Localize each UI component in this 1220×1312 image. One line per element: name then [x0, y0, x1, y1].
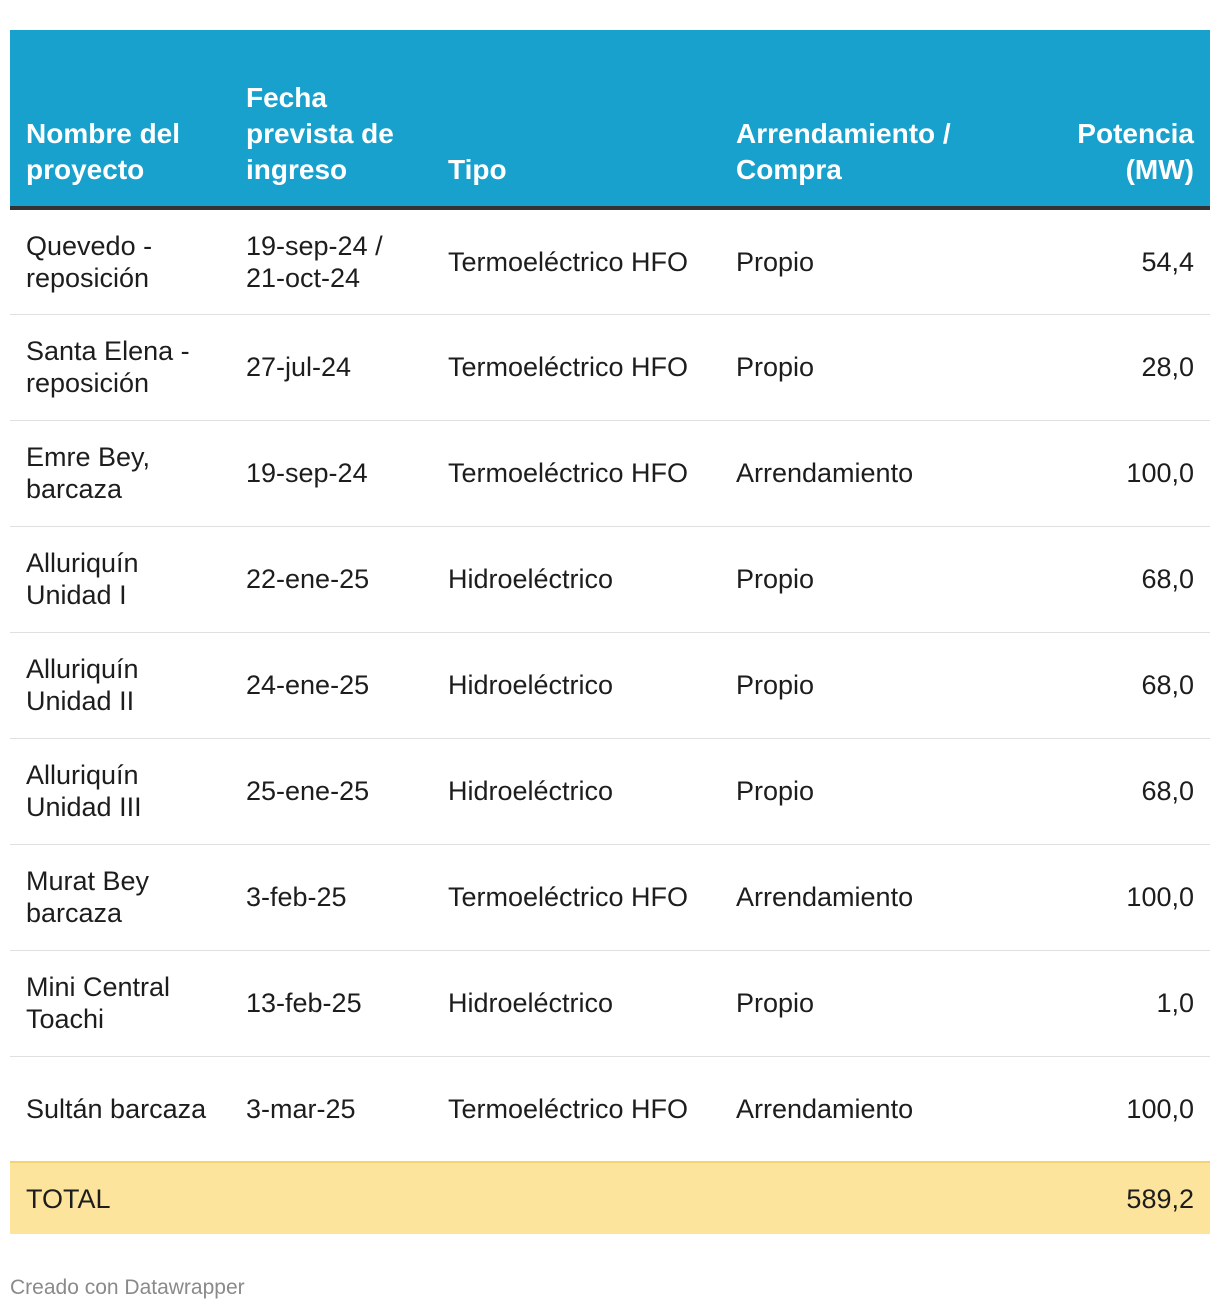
cell-fecha: 25-ene-25	[230, 738, 432, 844]
cell-fecha: 19-sep-24 / 21-oct-24	[230, 208, 432, 314]
cell-tipo: Termoeléctrico HFO	[432, 844, 720, 950]
cell-nombre: Santa Elena - reposición	[10, 314, 230, 420]
cell-nombre: Alluriquín Unidad I	[10, 526, 230, 632]
cell-tipo: Termoeléctrico HFO	[432, 208, 720, 314]
cell-fecha: 13-feb-25	[230, 950, 432, 1056]
table-header	[10, 30, 1210, 208]
cell-arrendamiento: Propio	[720, 632, 1020, 738]
cell-arrendamiento: Arrendamiento	[720, 420, 1020, 526]
cell-nombre: Quevedo - reposición	[10, 208, 230, 314]
cell-tipo: Hidroeléctrico	[432, 526, 720, 632]
table-row	[10, 420, 1210, 526]
header-tipo[interactable]: Tipo	[432, 30, 720, 208]
cell-tipo: Hidroeléctrico	[432, 950, 720, 1056]
header-fecha-prevista-de-ingreso[interactable]: Fecha prevista de ingreso	[230, 30, 432, 208]
cell-arrendamiento: Arrendamiento	[720, 844, 1020, 950]
cell-fecha: 24-ene-25	[230, 632, 432, 738]
data-table	[10, 30, 1210, 1234]
cell-nombre: Emre Bey, barcaza	[10, 420, 230, 526]
cell-fecha: 27-jul-24	[230, 314, 432, 420]
cell-potencia: 68,0	[1020, 632, 1210, 738]
cell-tipo: Hidroeléctrico	[432, 738, 720, 844]
cell-tipo: Termoeléctrico HFO	[432, 420, 720, 526]
table-row	[10, 208, 1210, 314]
cell-arrendamiento: Propio	[720, 950, 1020, 1056]
datawrapper-credit: Creado con Datawrapper	[10, 1276, 245, 1299]
cell-tipo: Termoeléctrico HFO	[432, 1056, 720, 1162]
cell-potencia: 68,0	[1020, 526, 1210, 632]
data-table-container	[10, 30, 1210, 1234]
cell-potencia: 54,4	[1020, 208, 1210, 314]
table-row	[10, 738, 1210, 844]
total-row	[10, 1162, 1210, 1234]
total-empty-cell	[230, 1162, 432, 1234]
cell-nombre: Murat Bey barcaza	[10, 844, 230, 950]
table-row	[10, 844, 1210, 950]
cell-arrendamiento: Propio	[720, 208, 1020, 314]
cell-nombre: Alluriquín Unidad III	[10, 738, 230, 844]
cell-fecha: 3-mar-25	[230, 1056, 432, 1162]
cell-potencia: 100,0	[1020, 1056, 1210, 1162]
table-row	[10, 1056, 1210, 1162]
cell-potencia: 100,0	[1020, 844, 1210, 950]
cell-potencia: 1,0	[1020, 950, 1210, 1056]
cell-tipo: Hidroeléctrico	[432, 632, 720, 738]
cell-arrendamiento: Propio	[720, 526, 1020, 632]
cell-potencia: 68,0	[1020, 738, 1210, 844]
cell-nombre: Mini Central Toachi	[10, 950, 230, 1056]
table-body	[10, 208, 1210, 1234]
total-empty-cell	[720, 1162, 1020, 1234]
cell-nombre: Alluriquín Unidad II	[10, 632, 230, 738]
total-value: 589,2	[1020, 1162, 1210, 1234]
total-empty-cell	[432, 1162, 720, 1234]
cell-arrendamiento: Arrendamiento	[720, 1056, 1020, 1162]
cell-arrendamiento: Propio	[720, 314, 1020, 420]
cell-fecha: 22-ene-25	[230, 526, 432, 632]
header-row	[10, 30, 1210, 208]
table-row	[10, 950, 1210, 1056]
table-row	[10, 314, 1210, 420]
table-row	[10, 526, 1210, 632]
cell-arrendamiento: Propio	[720, 738, 1020, 844]
cell-fecha: 19-sep-24	[230, 420, 432, 526]
total-label: TOTAL	[10, 1162, 230, 1234]
header-arrendamiento-compra[interactable]: Arrendamiento / Compra	[720, 30, 1020, 208]
cell-nombre: Sultán barcaza	[10, 1056, 230, 1162]
header-nombre-del-proyecto[interactable]: Nombre del proyecto	[10, 30, 230, 208]
cell-potencia: 100,0	[1020, 420, 1210, 526]
cell-tipo: Termoeléctrico HFO	[432, 314, 720, 420]
table-row	[10, 632, 1210, 738]
cell-potencia: 28,0	[1020, 314, 1210, 420]
header-potencia-mw[interactable]: Potencia (MW)	[1020, 30, 1210, 208]
cell-fecha: 3-feb-25	[230, 844, 432, 950]
